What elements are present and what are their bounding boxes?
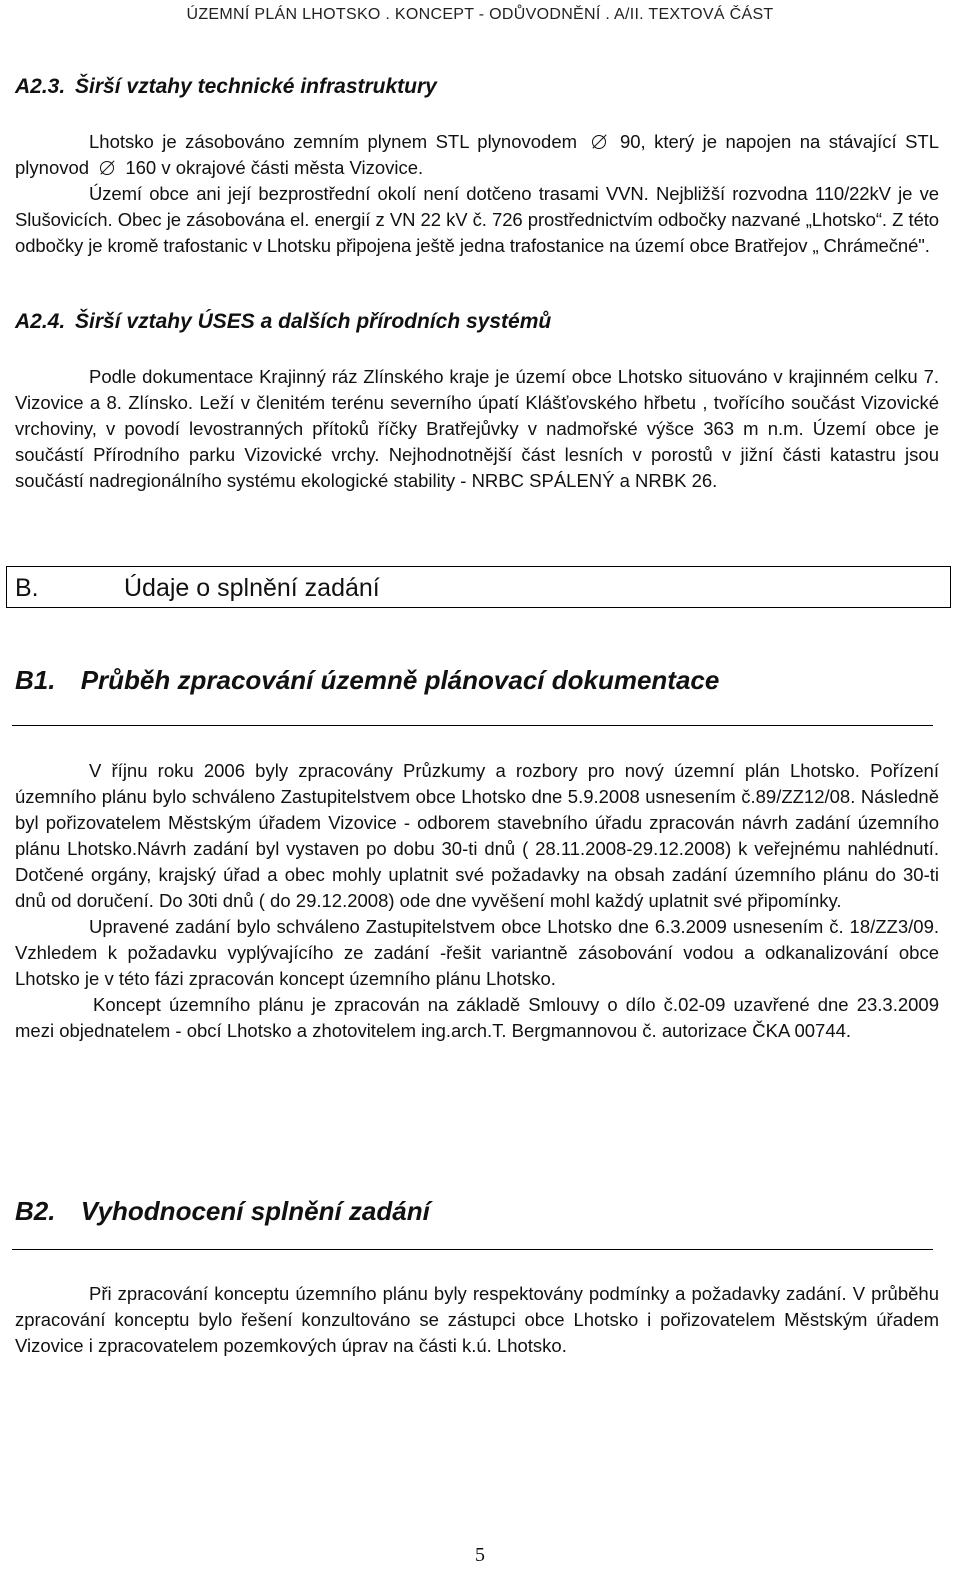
- section-number: A2.3.: [15, 75, 66, 98]
- paragraph-history: [15, 758, 939, 1044]
- section-title: Širší vztahy technické infrastruktury: [75, 75, 437, 98]
- section-title: Širší vztahy ÚSES a dalších přírodních systémů: [75, 310, 552, 333]
- paragraph-text: Podle dokumentace Krajinný ráz Zlínského kraje je území obce Lhotsko situováno v krajinném celku 7. Vizovice a 8. Zlínsko. Leží v členitém terénu severního úpatí Klášťovského hřbetu , tvořícího součást Vizovické vrchoviny, v povodí levostranných přítoků říčky Bratřejůvky v nadmořské výšce 363 m n.m. Území obce je součástí Přírodního parku Vizovické vrchy. Nejhodnotnější část lesních v porostů v jižní části katastru jsou součástí nadregionálního systému ekologické stability - NRBC SPÁLENÝ a NRBK 26.: [15, 366, 939, 491]
- section-title: Vyhodnocení splnění zadání: [80, 1196, 430, 1226]
- section-number: B.: [15, 574, 39, 602]
- section-number: B1.: [15, 665, 56, 695]
- paragraph-text: V říjnu roku 2006 byly zpracovány Průzkumy a rozbory pro nový územní plán Lhotsko. Pořízení územního plánu bylo schváleno Zastupitelstvem obce Lhotsko dne 5.9.2008 usnesením č.89/ZZ12/08. Následně byl pořizovatelem Městským úřadem Vizovice - odborem stavebního úřadu zpracován návrh zadání územního plánu Lhotsko.Návrh zadání byl vystaven po dobu 30-ti dnů ( 28.11.2008-29.12.2008) k veřejnému nahlédnutí. Dotčené orgány, krajský úřad a obec mohly uplatnit své požadavky na obsah zadání územního plánu do 30-ti dnů od doručení. Do 30ti dnů ( do 29.12.2008) ode dne vyvěšení mohl každý uplatnit své připomínky.: [15, 760, 939, 911]
- section-heading-b1: [15, 665, 719, 696]
- paragraph-text: Upravené zadání bylo schváleno Zastupitelstvem obce Lhotsko dne 6.3.2009 usnesením č. 18/ZZ3/09. Vzhledem k požadavku vyplývajícího ze zadání -řešit variantně zásobování vodou a odkanalizování obce Lhotsko je v této fázi zpracován koncept územního plánu Lhotsko.: [15, 916, 939, 989]
- section-box-b: [6, 566, 951, 608]
- text-run: 160 v okrajové části města Vizovice.: [125, 157, 424, 178]
- section-heading-b2: [15, 1196, 430, 1227]
- text-run: 90, který je napojen na stávající STL plynovod: [15, 131, 940, 178]
- section-title: Průběh zpracování územně plánovací dokumentace: [80, 665, 720, 695]
- section-title: Údaje o splnění zadání: [124, 574, 380, 602]
- page-number: 5: [475, 1544, 485, 1566]
- paragraph-electricity: [15, 181, 939, 259]
- section-number: A2.4.: [15, 310, 66, 333]
- heading-underline: [12, 725, 933, 726]
- paragraph-landscape: [15, 364, 939, 494]
- paragraph-text: Území obce ani její bezprostřední okolí není dotčeno trasami VVN. Nejbližší rozvodna 110/22kV je ve Slušovicích. Obec je zásobována el. energií z VN 22 kV č. 726 prostřednictvím odbočky nazvané „Lhotsko“. Z této odbočky je kromě trafostanic v Lhotsku připojena ještě jedna trafostanice na území obce Bratřejov „ Chrámečné".: [15, 183, 939, 256]
- heading-underline: [12, 1249, 933, 1250]
- running-header: ÚZEMNÍ PLÁN LHOTSKO . KONCEPT - ODŮVODNĚNÍ . A/II. TEXTOVÁ ČÁST: [186, 6, 774, 23]
- section-heading-a23: [15, 75, 437, 99]
- paragraph-text: Koncept územního plánu je zpracován na základě Smlouvy o dílo č.02-09 uzavřené dne 23.3.2009 mezi objednatelem - obcí Lhotsko a zhotovitelem ing.arch.T. Bergmannovou č. autorizace ČKA 00744.: [15, 994, 939, 1041]
- section-number: B2.: [15, 1196, 56, 1226]
- section-heading-a24: [15, 310, 551, 334]
- diameter-icon: [97, 161, 117, 175]
- paragraph-text: Při zpracování konceptu územního plánu byly respektovány podmínky a požadavky zadání. V průběhu zpracování konceptu bylo řešení konzultováno se zástupci obce Lhotsko i pořizovatelem Městským úřadem Vizovice i zpracovatelem pozemkových úprav na části k.ú. Lhotsko.: [15, 1283, 939, 1356]
- paragraph-evaluation: [15, 1281, 939, 1359]
- diameter-icon: [589, 135, 609, 149]
- paragraph-gas-supply: [15, 129, 939, 181]
- text-run: Lhotsko je zásobováno zemním plynem STL plynovodem: [89, 131, 578, 152]
